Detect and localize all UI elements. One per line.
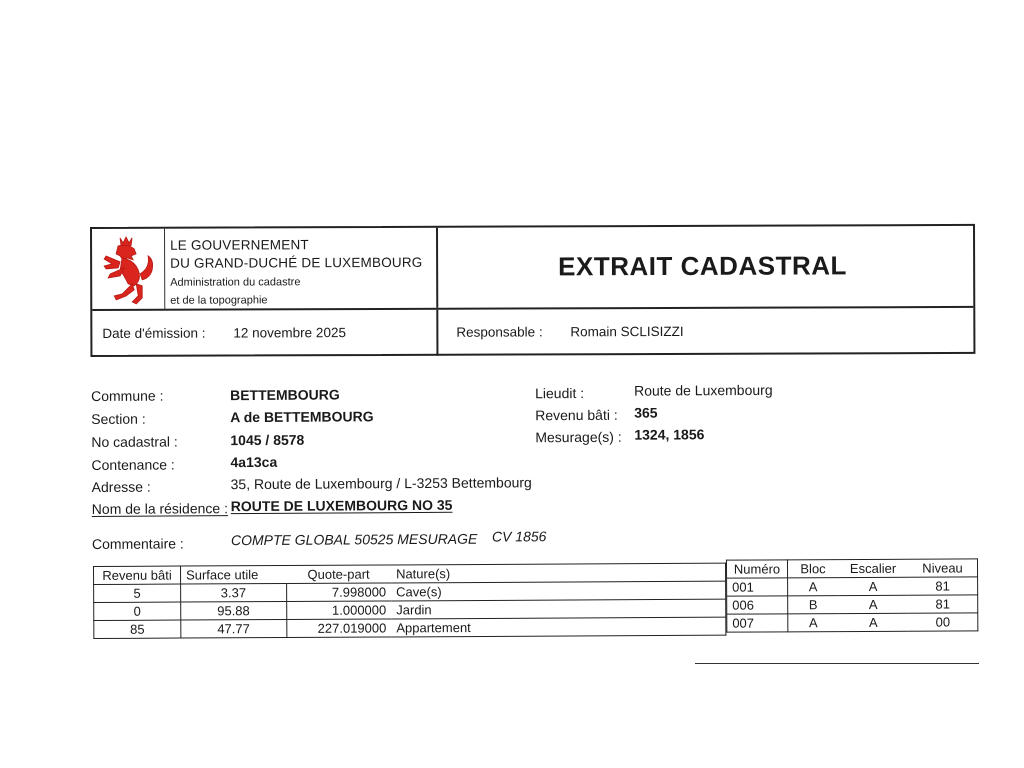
no-cadastral-value: 1045 / 8578: [230, 431, 305, 449]
mesurage-label: Mesurage(s) :: [535, 428, 622, 446]
cell-escalier: A: [838, 577, 908, 595]
responsable-value: Romain SCLISIZZI: [570, 323, 684, 340]
cell-bloc: B: [788, 596, 839, 614]
cell-nature: Appartement: [391, 617, 726, 637]
cell-numero: 001: [727, 578, 788, 596]
adresse-value: 35, Route de Luxembourg / L-3253 Bettembourg: [230, 474, 532, 493]
cell-revenu: 85: [94, 620, 181, 638]
cell-niveau: 00: [908, 613, 978, 631]
cell-nature: Jardin: [391, 599, 726, 619]
mesurage-value: 1324, 1856: [634, 426, 705, 443]
title-cell: [438, 226, 973, 308]
date-label: Date d'émission :: [102, 325, 206, 341]
cell-bloc: A: [788, 578, 839, 596]
responsable-label: Responsable :: [456, 324, 543, 340]
bottom-rule: [695, 663, 979, 664]
lieudit-value: Route de Luxembourg: [634, 381, 773, 399]
col-surface-utile: Surface utile: [181, 565, 287, 584]
government-block: [164, 228, 438, 309]
cell-numero: 007: [727, 614, 788, 632]
meta-divider: [436, 310, 438, 356]
header-meta-row: [92, 306, 973, 357]
commune-label: Commune :: [91, 387, 164, 404]
cell-escalier: A: [838, 595, 908, 613]
residence-value: ROUTE DE LUXEMBOURG NO 35: [230, 496, 453, 515]
cell-revenu: 0: [94, 602, 181, 620]
contenance-value: 4a13ca: [230, 453, 278, 471]
commentaire-value: COMPTE GLOBAL 50525 MESURAGE: [230, 530, 478, 549]
col-niveau: Niveau: [908, 559, 978, 577]
cell-numero: 006: [727, 596, 788, 614]
administration-line1: Administration du cadastre: [170, 276, 301, 289]
col-natures: Nature(s): [391, 563, 726, 583]
gov-name-line1: LE GOUVERNEMENT: [170, 237, 309, 253]
contenance-label: Contenance :: [91, 456, 175, 473]
red-lion-icon: [98, 234, 158, 306]
col-numero: Numéro: [726, 560, 787, 578]
cell-surface: 95.88: [181, 601, 287, 620]
cell-surface: 47.77: [181, 619, 287, 638]
section-label: Section :: [91, 410, 146, 427]
table-header-row: [726, 559, 977, 578]
cell-revenu: 5: [94, 584, 181, 602]
commune-value: BETTEMBOURG: [230, 386, 340, 404]
header-box: [90, 224, 975, 357]
no-cadastral-label: No cadastral :: [91, 433, 178, 450]
table-row: [727, 613, 978, 632]
adresse-label: Adresse :: [91, 478, 151, 495]
cell-quote: 1.000000: [286, 601, 391, 620]
units-table: [93, 561, 979, 648]
table-row: [727, 595, 978, 614]
col-escalier: Escalier: [838, 559, 908, 577]
cell-quote: 227.019000: [286, 619, 391, 638]
col-quote-part: Quote-part: [286, 565, 391, 584]
revenu-bati-label: Revenu bâti :: [535, 406, 618, 424]
cell-escalier: A: [838, 613, 908, 631]
cell-bloc: A: [788, 614, 839, 632]
cell-nature: Cave(s): [391, 581, 726, 601]
commentaire-label: Commentaire :: [91, 535, 184, 552]
table-row: [727, 577, 978, 596]
col-revenu-bati: Revenu bâti: [94, 566, 181, 584]
col-bloc: Bloc: [787, 560, 838, 578]
administration-line2: et de la topographie: [170, 294, 268, 307]
parcel-info: [91, 380, 792, 554]
document-title: EXTRAIT CADASTRAL: [558, 250, 847, 282]
cell-surface: 3.37: [181, 583, 287, 602]
revenu-bati-value: 365: [634, 404, 658, 421]
residence-label: Nom de la résidence :: [91, 500, 228, 517]
logo-cell: [92, 229, 165, 309]
units-table-left: [93, 563, 726, 639]
date-value: 12 novembre 2025: [233, 325, 346, 341]
lieudit-label: Lieudit :: [535, 384, 585, 402]
units-table-right: [726, 558, 978, 632]
gov-name-line2: DU GRAND-DUCHÉ DE LUXEMBOURG: [170, 254, 423, 271]
table-row: [94, 617, 726, 638]
cell-niveau: 81: [908, 595, 978, 613]
section-value: A de BETTEMBOURG: [230, 408, 374, 426]
cell-niveau: 81: [908, 577, 978, 595]
cell-quote: 7.998000: [286, 583, 391, 602]
commentaire-cv: CV 1856: [491, 528, 547, 545]
